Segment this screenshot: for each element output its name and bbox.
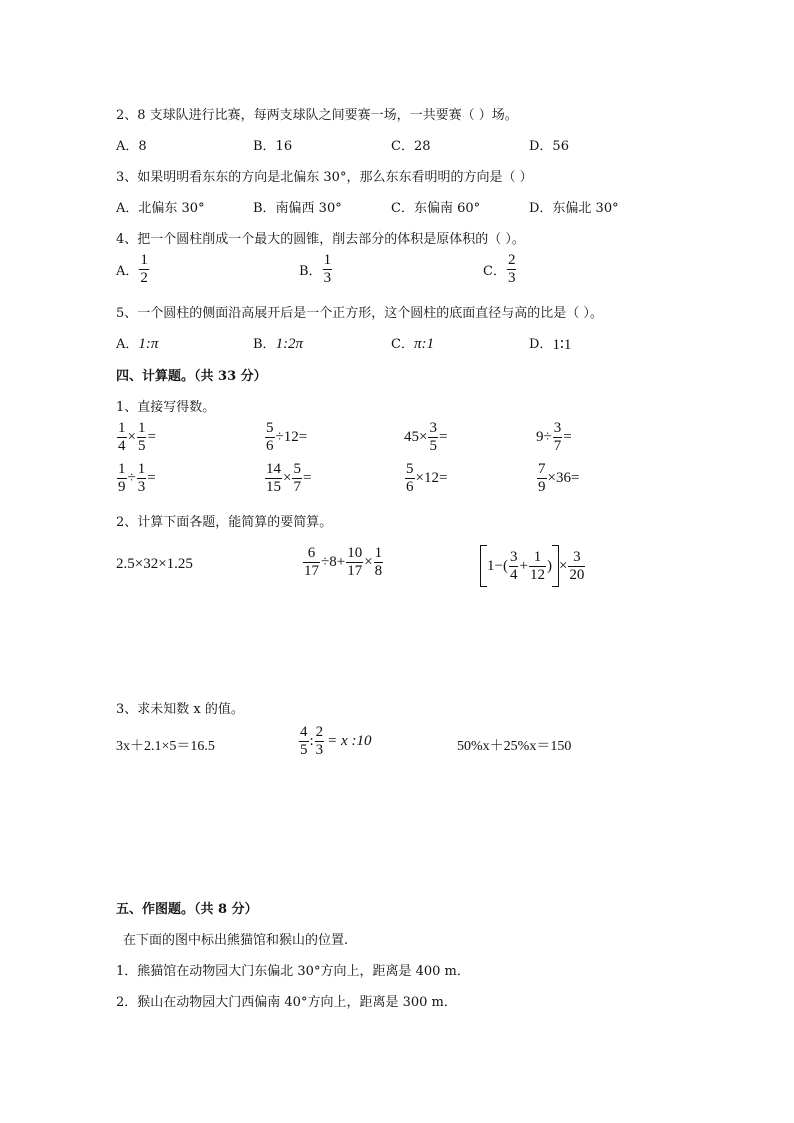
fraction [299, 724, 309, 759]
right-bracket [552, 545, 559, 587]
equals: = [438, 470, 448, 486]
numerator: 2 [507, 252, 516, 268]
fraction [568, 549, 585, 584]
numerator: 14 [266, 461, 281, 477]
question-5-stem: 5、一个圆柱的侧面沿高展开后是一个正方形，这个圆柱的底面直径与高的比是（ ）。 [116, 306, 603, 321]
close-paren: ) [546, 557, 552, 574]
option-label: B． [253, 337, 276, 352]
ratio: π:1 [413, 336, 434, 352]
option-b: B．南偏西 30° [253, 201, 342, 216]
direct-calc-item [264, 461, 311, 496]
ratio: 1:π [138, 336, 159, 352]
option-a [116, 333, 158, 353]
left-bracket [480, 545, 487, 587]
direct-calc-item [536, 420, 572, 455]
numerator: 3 [509, 548, 518, 565]
operator: ÷8+ [321, 554, 346, 570]
operator: ÷ [127, 470, 136, 486]
question-4-stem: 4、把一个圆柱削成一个最大的圆锥，削去部分的体积是原体积的（ ）。 [116, 232, 525, 247]
denominator: 6 [266, 438, 274, 454]
equals: = [147, 429, 156, 445]
numerator: 1 [374, 545, 383, 561]
question-3-stem: 3、如果明明看东东的方向是北偏东 30°，那么东东看明明的方向是（ ） [116, 170, 533, 185]
fraction [137, 461, 147, 496]
calc-problem-1: 2.5×32×1.25 [116, 556, 193, 572]
denominator: 2 [140, 270, 148, 286]
fraction [139, 252, 149, 287]
fraction [537, 461, 547, 496]
direct-calc-item [404, 461, 447, 496]
option-label: B． [299, 264, 322, 279]
numerator: 1 [118, 420, 126, 436]
equation-2 [298, 724, 371, 759]
fraction [117, 461, 127, 496]
equation-3: 50%x＋25%x＝150 [457, 739, 572, 754]
fraction [265, 461, 282, 496]
denominator: 3 [323, 270, 332, 286]
denominator: 5 [429, 438, 437, 454]
denominator: 20 [569, 566, 585, 583]
option-label: C． [391, 337, 414, 352]
operator: ÷12 [275, 429, 299, 445]
ratio: 1∶1 [552, 337, 572, 353]
colon: : [309, 733, 314, 749]
operator: ×12 [415, 470, 439, 486]
operand: 45× [404, 429, 428, 445]
option-label: A． [116, 264, 139, 279]
equation-rest: = x :10 [327, 733, 372, 749]
equals: = [438, 429, 448, 445]
operator: + [519, 557, 528, 574]
numerator: 1 [533, 548, 542, 565]
fraction [529, 549, 546, 584]
option-a [116, 252, 150, 287]
fraction [117, 420, 127, 455]
option-c [391, 333, 434, 353]
fraction [405, 461, 415, 496]
denominator: 3 [507, 270, 516, 286]
denominator: 15 [266, 479, 281, 495]
section-5-title: 五、作图题。（共 8 分） [116, 902, 258, 917]
operator: × [558, 557, 568, 574]
equals: = [298, 429, 308, 445]
option-c: C．28 [391, 139, 431, 154]
fraction [507, 252, 517, 287]
option-d [529, 333, 571, 354]
equation-1: 3x＋2.1×5＝16.5 [116, 739, 215, 754]
equals: = [147, 470, 156, 486]
numerator: 10 [347, 545, 363, 561]
sub-question-3: 3、求未知数 x 的值。 [116, 702, 244, 717]
sub-question-1: 1、直接写得数。 [116, 400, 216, 415]
denominator: 8 [374, 563, 383, 579]
direct-calc-item [404, 420, 447, 455]
option-c: C．东偏南 60° [391, 201, 481, 216]
section-5-intro: 在下面的图中标出熊猫馆和猴山的位置. [123, 933, 349, 948]
option-d: D．东偏北 30° [529, 201, 619, 216]
option-label: C． [483, 264, 506, 279]
fraction [137, 420, 147, 455]
numerator: 3 [573, 548, 581, 565]
numerator: 5 [293, 461, 301, 477]
numerator: 7 [538, 461, 546, 477]
equals: = [570, 470, 580, 486]
denominator: 5 [137, 438, 146, 454]
option-b: B．16 [253, 139, 293, 154]
denominator: 7 [293, 479, 301, 495]
numerator: 3 [553, 420, 562, 436]
numerator: 1 [323, 252, 332, 268]
operand: 9÷ [536, 429, 552, 445]
option-a: A．北偏东 30° [116, 201, 205, 216]
denominator: 6 [406, 479, 414, 495]
numerator: 5 [406, 461, 414, 477]
direct-calc-item [264, 420, 307, 455]
fraction [315, 724, 325, 759]
fraction [265, 420, 275, 455]
sub-question-2: 2、计算下面各题，能简算的要简算。 [116, 515, 333, 530]
option-c [483, 252, 517, 287]
operand: 1−( [487, 557, 508, 574]
direct-calc-item [116, 420, 156, 455]
numerator: 2 [315, 724, 324, 740]
option-d: D．56 [529, 139, 569, 154]
numerator: 6 [307, 545, 316, 561]
denominator: 9 [538, 479, 546, 495]
denominator: 17 [304, 563, 319, 579]
numerator: 4 [300, 724, 308, 740]
operator: × [283, 470, 292, 486]
direct-calc-item [536, 461, 579, 496]
denominator: 7 [553, 438, 562, 454]
option-label: A． [116, 337, 139, 352]
denominator: 17 [347, 563, 363, 579]
equals: = [563, 429, 572, 445]
denominator: 5 [300, 742, 308, 758]
calc-problem-3 [480, 545, 586, 587]
numerator: 1 [137, 461, 146, 477]
operator: ×36 [547, 470, 571, 486]
option-b [253, 333, 303, 353]
denominator: 4 [509, 566, 518, 583]
fraction [428, 420, 438, 455]
denominator: 12 [529, 566, 545, 583]
option-b [299, 252, 333, 287]
drawing-item-1: 1．熊猫馆在动物园大门东偏北 30°方向上，距离是 400 m． [116, 964, 470, 979]
section-4-title: 四、计算题。（共 33 分） [116, 369, 267, 384]
fraction [346, 545, 363, 580]
fraction [323, 252, 333, 287]
equals: = [302, 470, 312, 486]
denominator: 4 [118, 438, 126, 454]
fraction [374, 545, 384, 580]
numerator: 5 [266, 420, 274, 436]
numerator: 1 [118, 461, 126, 477]
denominator: 3 [137, 479, 146, 495]
denominator: 3 [315, 742, 324, 758]
drawing-item-2: 2．猴山在动物园大门西偏南 40°方向上，距离是 300 m． [116, 995, 457, 1010]
denominator: 9 [118, 479, 126, 495]
fraction [292, 461, 302, 496]
numerator: 3 [429, 420, 437, 436]
fraction [303, 545, 320, 580]
numerator: 1 [137, 420, 146, 436]
direct-calc-item [116, 461, 156, 496]
numerator: 1 [140, 252, 148, 268]
operator: × [364, 554, 373, 570]
question-2-stem: 2、8 支球队进行比赛，每两支球队之间要赛一场，一共要赛（ ）场。 [116, 108, 518, 123]
option-label: D． [529, 337, 553, 352]
ratio: 1:2π [275, 336, 304, 352]
operator: × [127, 429, 136, 445]
fraction [553, 420, 563, 455]
option-a: A．8 [116, 139, 147, 154]
fraction [509, 549, 519, 584]
calc-problem-2 [302, 545, 384, 580]
